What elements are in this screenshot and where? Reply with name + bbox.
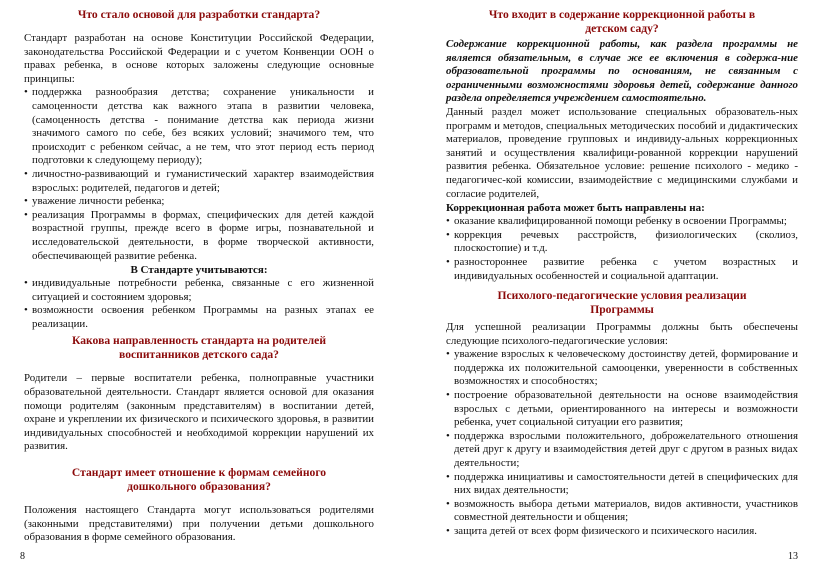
left-page	[20, 0, 374, 574]
family-education-heading: Стандарт имеет отношение к формам семейного дошкольного образования?	[71, 466, 327, 494]
list-item: • индивидуальные потребности ребенка, связанные с его жизненной ситуацией и состоянием здоровья;	[24, 277, 374, 304]
list-item: • поддержка инициативы и самостоятельности детей в специфических для них видах деятельности;	[446, 471, 798, 498]
list-item: • защита детей от всех форм физического и психического насилия.	[446, 525, 798, 539]
principles-list	[24, 86, 374, 263]
list-item: • реализация Программы в формах, специфических для детей каждой возрастной группы, прежде всего в форме игры, познавательной и исследовательской деятельности, в форме творческой активности, обеспечивающей развитие ребенка.	[24, 209, 374, 263]
standard-basis-intro: Стандарт разработан на основе Конституции Российской Федерации, законодательства Российской Федерации и с учетом Конвенции ООН о правах ребенка, в основе которых заложены следующие основные принципы:	[24, 32, 374, 85]
page-number: 8	[20, 551, 25, 562]
list-item: • разностороннее развитие ребенка с учетом возрастных и индивидуальных особенностей и социальной адаптации.	[446, 256, 798, 283]
list-item: • возможности освоения ребенком Программы на разных этапах ее реализации.	[24, 304, 374, 331]
correction-paragraph: Данный раздел может использование специальных образователь-ных программ и методов, специальных методических пособий и дидактических материалов, проведение групповых и индивиду-альных коррекционных занятий и осуществления квалифици-рованной коррекции нарушений развития ребенка. Обязательное условие: решение психолого - медико - педагогичес-кой комиссии, взаимодействие с медицинскими службами и согласие родителей,	[446, 105, 798, 200]
parents-focus-heading: Какова направленность стандарта на родителей воспитанников детского сада?	[71, 334, 327, 362]
standard-basis-heading: Что стало основой для разработки стандарта?	[77, 8, 321, 21]
parents-paragraph: Родители – первые воспитатели ребенка, полноправные участники образовательной деятельности. Стандарт является основой для оказания помощи родителям (законным представителям) в воспитании детей, охране и укреплении их физического и психического здоровья, в развитии индивидуальных способностей и необходимой коррекции нарушений их развития.	[24, 372, 374, 453]
conditions-intro: Для успешной реализации Программы должны быть обеспечены следующие психолого-педагогические условия:	[446, 321, 798, 347]
considered-list	[24, 277, 374, 331]
list-item: • оказание квалифицированной помощи ребенку в освоении Программы;	[446, 215, 798, 229]
list-item: • поддержка разнообразия детства; сохранение уникальности и самоценности детства как важного этапа в развитии человека, (самоценность детства - понимание детства как периода жизни значимого самого по себе, без всяких условий; значимого тем, что происходит с ребенком сейчас, а не тем, что этот период есть период подготовки к следующему периоду);	[24, 86, 374, 168]
correction-directions-heading: Коррекционная работа может быть направлены на:	[446, 202, 705, 215]
list-item: • коррекция речевых расстройств, физиологических (сколиоз, плоскостопие) и т.д.	[446, 229, 798, 256]
correction-directions-list	[446, 215, 798, 283]
list-item: • личностно-развивающий и гуманистический характер взаимодействия взрослых: родителей, педагогов и детей;	[24, 168, 374, 195]
list-item: • построение образовательной деятельности на основе взаимодействия взрослых с детьми, ориентированного на интересы и возможности ребенка, учет социальной ситуации его развития;	[446, 389, 798, 430]
list-item: • уважение взрослых к человеческому достоинству детей, формирование и поддержка их положительной самооценки, уверенности в собственных возможностях и способностях;	[446, 348, 798, 389]
conditions-heading: Психолого-педагогические условия реализации Программы	[497, 289, 747, 317]
correction-heading: Что входит в содержание коррекционной работы в детском саду?	[488, 8, 756, 35]
list-item: • уважение личности ребенка;	[24, 195, 374, 209]
list-item: • поддержка взрослыми положительного, доброжелательного отношения детей друг к другу и взаимодействия детей друг с другом в разных видах деятельности;	[446, 430, 798, 471]
conditions-list	[446, 348, 798, 538]
page-number: 13	[788, 551, 798, 562]
list-item: • возможность выбора детьми материалов, видов активности, участников совместной деятельности и общения;	[446, 498, 798, 525]
right-page	[446, 0, 798, 574]
correction-italic-paragraph: Содержание коррекционной работы, как раздела программы не является обязательным, в случае же ее включения в содержа-ние образовательной программы по основаниям, не связанным с ограниченными возможностями здоровья детей, содержание данного раздела определяется учреждением самостоятельно.	[446, 38, 798, 105]
considered-heading: В Стандарте учитываются:	[130, 264, 268, 277]
family-education-paragraph: Положения настоящего Стандарта могут использоваться родителями (законными представителями) при получении детьми дошкольного образования в форме семейного образования.	[24, 504, 374, 544]
